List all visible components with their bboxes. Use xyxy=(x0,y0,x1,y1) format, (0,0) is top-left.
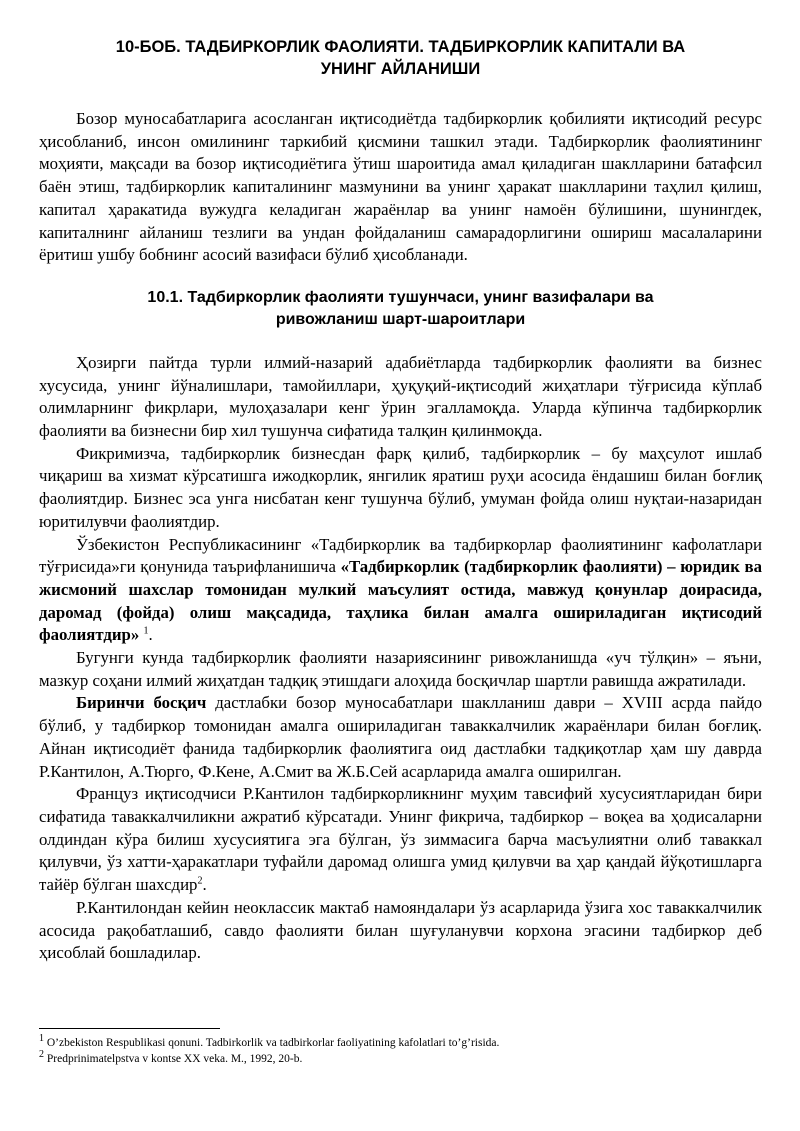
document-page xyxy=(39,36,762,965)
paragraph-5 xyxy=(39,692,762,783)
footnote-ref-1: 1 xyxy=(143,625,149,637)
intro-paragraph: Бозор муносабатларига асосланган иқтисодиётда тадбиркорлик қобилияти иқтисодий ресурс ҳисобланиб, инсон омилининг таркибий қисмини ташкил этади. Тадбиркорлик фаолиятининг моҳияти, мақсади ва бозор иқтисодиётига ўтиш шароитида амал қиладиган шаклларини батафсил баён этиш, тадбиркорлик капиталининг мазмунини ва унинг ҳаракат шаклларини таҳлил қилиш, капитал ҳаракатида вужудга келадиган жараёнлар ва унинг намоён бўлишини, шунингдек, капиталнинг айланиш тезлиги ва ундан фойдаланиш самарадорлигини ошириш масалаларини ёритиш ушбу бобнинг асосий вазифаси бўлиб ҳисобланади. xyxy=(39,109,762,265)
section-title xyxy=(39,287,762,331)
paragraph-3-end: . xyxy=(148,625,153,645)
chapter-title-line1: 10-БОБ. ТАДБИРКОРЛИК ФАОЛИЯТИ. ТАДБИРКОРЛИК КАПИТАЛИ ВА xyxy=(115,38,686,56)
paragraph-1: Ҳозирги пайтда турли илмий-назарий адабиётларда тадбиркорлик фаолияти ва бизнес хусусида, унинг йўналишлари, тамойиллари, ҳуқуқий-иқтисодий жиҳатлари тўғрисида кўплаб олимларнинг фикрлари, мулоҳазалари кенг ўрин эгалламоқда. Уларда кўпинча тадбиркорлик фаолияти ва бизнесни бир хил тушунча сифатида талқин қилинмоқда. xyxy=(39,352,762,441)
paragraph-3 xyxy=(39,534,762,648)
footnote-1-number: 1 xyxy=(39,1033,44,1045)
footnote-2-number: 2 xyxy=(39,1049,44,1061)
section-title-line1: 10.1. Тадбиркорлик фаолияти тушунчаси, унинг вазифалари ва xyxy=(147,288,654,306)
paragraph-6 xyxy=(39,783,762,897)
paragraph-3-text: Ўзбекистон Республикасининг «Тадбиркорлик ва тадбиркорлар фаолиятининг кафолатлари тўғрисида»ги қонунида таърифланишича xyxy=(39,534,762,577)
footnote-ref-2: 2 xyxy=(197,875,203,887)
paragraph-6-text: Француз иқтисодчиси Р.Кантилон тадбиркорликнинг муҳим тавсифий хусусиятларидан бири сифатида таваккалчиликни ажратиб кўрсатади. Унинг фикрича, тадбиркор – воқеа ва ҳодисаларни олдиндан кўра билиш хусусиятига эга бўлган, ўз зиммасига барча масъулиятни олиб таваккал қилувчи, ўз хатти-ҳаракатлари туфайли даромад олишга умид қилувчи ва ҳар қандай йўқотишларга тайёр бўлган шахсдир xyxy=(39,784,762,895)
definition-bold: «Тадбиркорлик (тадбиркорлик фаолияти) – юридик ва жисмоний шахслар томонидан мулкий маъсулият остида, мавжуд қонунлар доирасида, даромад (фойда) олиш мақсадида, таҳлика билан амалга ошириладиган иқтисодий фаолиятдир» xyxy=(39,557,762,645)
footnote-2 xyxy=(39,1051,762,1067)
chapter-title-line2: УНИНГ АЙЛАНИШИ xyxy=(320,60,481,78)
chapter-title xyxy=(39,36,762,80)
section-title-line2: ривожланиш шарт-шароитлари xyxy=(275,310,526,328)
footnote-1 xyxy=(39,1035,762,1051)
footnote-1-text: O’zbekiston Respublikasi qonuni. Tadbirkorlik va tadbirkorlar faoliyatining kafolatlari to’g’risida. xyxy=(44,1037,500,1049)
paragraph-7: Р.Кантилондан кейин неоклассик мактаб намояндалари ўз асарларида ўзига хос таваккалчилик асосида рақобатлашиб, савдо фаолияти билан шуғуланувчи корхона эгасини тадбиркор деб ҳисоблай бошладилар. xyxy=(39,897,762,963)
paragraph-6-end: . xyxy=(202,875,207,895)
paragraph-4: Бугунги кунда тадбиркорлик фаолияти назариясининг ривожланишда «уч тўлқин» – яъни, мазкур соҳани илмий жиҳатдан тадқиқ этишдаги алоҳида босқичлар шартли равишда ажратилади. xyxy=(39,648,762,690)
footnote-separator xyxy=(39,1028,220,1029)
first-stage-bold: Биринчи босқич xyxy=(76,693,207,713)
footnotes xyxy=(39,1028,762,1067)
paragraph-2: Фикримизча, тадбиркорлик бизнесдан фарқ қилиб, тадбиркорлик – бу маҳсулот ишлаб чиқариш ва хизмат кўрсатишга ижодкорлик, янгилик яратиш руҳи асосида ёндашиш билан боғлиқ фаолиятдир. Бизнес эса унга нисбатан кенг тушунча бўлиб, умуман фойда олиш нуқтаи-назаридан юритилувчи фаолиятдир. xyxy=(39,443,762,531)
paragraph-5-text: дастлабки бозор муносабатлари шаклланиш даври – XVIII асрда пайдо бўлиб, у тадбиркор томонидан амалга ошириладиган таваккалчилик жараёнлари билан боғлиқ. Айнан иқтисодиёт фанида тадбиркорлик фаолиятига оид дастлабки тадқиқотлар ҳам шу даврда Р.Кантилон, А.Тюрго, Ф.Кене, А.Смит ва Ж.Б.Сей асарларида амалга оширилган. xyxy=(39,693,762,781)
footnote-2-text: Predprinimatelpstva v kontse XX veka. M., 1992, 20-b. xyxy=(44,1053,303,1065)
